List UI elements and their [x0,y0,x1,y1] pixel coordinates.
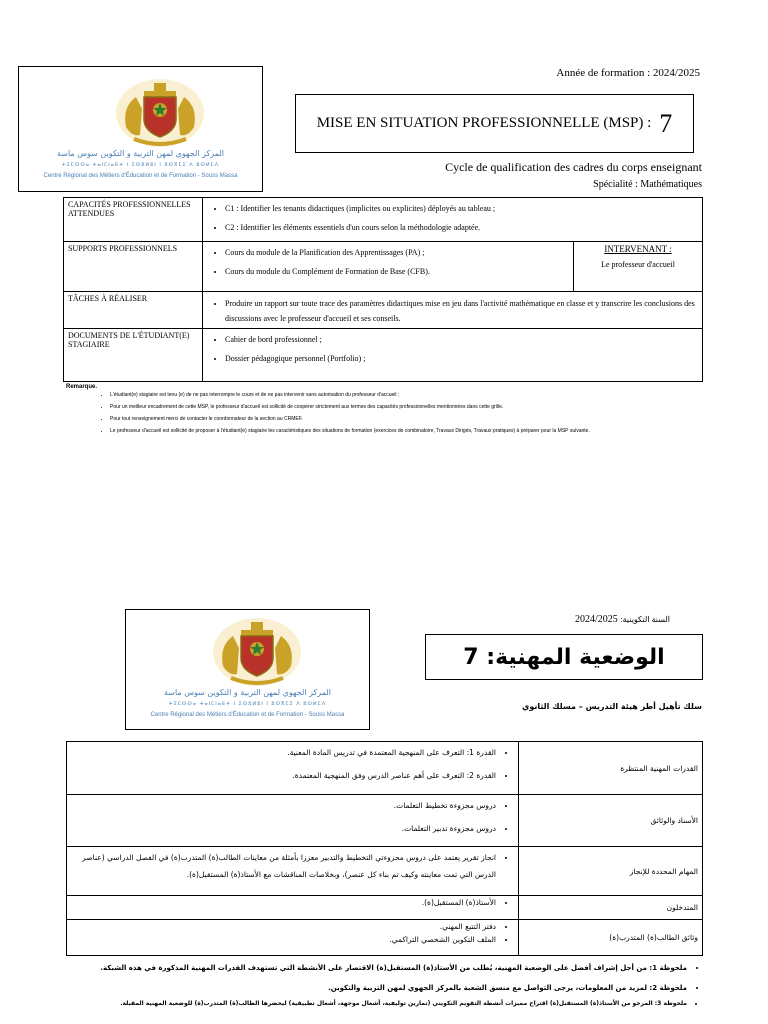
msp-number: 7 [659,108,673,138]
label-supports-ar: الأسناد والوثائق [519,795,703,847]
list-item: • Le professeur d'accueil est sollicité de proposer à l'étudiant(e) stagiaire les caractéristiques des situations de formation (exercices de combinatoire, Travaux Dirigés, Travaux pratiques) à préparer pour la MSP suivante. [110,428,680,434]
year-fr: Année de formation : 2024/2025 [556,67,700,79]
msp-grid-fr [63,197,703,382]
label-supports: SUPPORTS PROFESSIONNELS [64,242,203,292]
list-item: • ملحوظة 2: لمزيد من المعلومات، يرجى التواصل مع منسق الشعبة بالمركز الجهوي لمهن التربية والتكوين. [60,984,687,992]
list-item: • القدرة 2: التعرف على أهم عناصر الدرس وفق المنهجية المعتمدة. [71,771,496,780]
intervenant-label: INTERVENANT : [604,244,672,254]
list-item: • دروس مجزوءة تدبير التعلمات. [71,824,496,833]
label-documents-ar: وثائق الطالب(ة) المتدرب(ة) [519,920,703,956]
list-item: • Pour un meilleur encadrement de cette MSP, le professeur d'accueil est sollicité de coopérer strictement aux termes des capacités professionnelles mentionnées dans cette grille. [110,404,680,410]
list-item: • Dossier pédagogique personnel (Portfolio) ; [225,354,698,363]
list-item: • ملحوظة 3: المرجو من الأستاذ(ة) المستقبل(ة) اقتراح مميزات أنشطة التقويم التكويني (تمارين توليفية، أشغال موجهة، أشغال تطبيقية) ليحضرها الطالب(ة) المتدرب(ة) للوضعية المهنية المقبلة. [60,1000,687,1007]
ar-title: الوضعية المهنية: 7 [463,644,665,670]
row-taches [64,292,703,329]
specialty-fr: Spécialité : Mathématiques [593,179,702,190]
row-documents-ar [67,920,703,956]
cycle-fr: Cycle de qualification des cadres du corps enseignant [445,160,702,174]
list-item: • C1 : Identifier les tenants didactiques (implicites ou explicites) déployés au tableau ; [225,204,698,213]
row-intervenants-ar [67,896,703,920]
list-item: • دروس مجزوءة تخطيط التعلمات. [71,801,496,810]
list-item: • L'étudiant(e) stagiaire est tenu (e) de ne pas interrompre le cours et de ne pas intervenir sans autorisation du professeur d'accueil ; [110,392,680,398]
label-intervenants-ar: المتدخلون [519,896,703,920]
list-item: • دفتر التتبع المهني. [71,922,496,931]
list-item: • الملف التكوين الشخصي التراكمي. [71,935,496,944]
logo-block-fr [18,66,263,192]
list-item: • القدرة 1: التعرف على المنهجية المعتمدة في تدريس المادة المعنية. [71,748,496,757]
row-taches-ar [67,847,703,896]
msp-title-box [295,94,694,153]
row-capacites [64,198,703,242]
list-item: • Pour tout renseignement merci de contacter le coordonnateur de la section au CRMEF. [110,416,680,422]
logo-tifinagh-text: ⵜⵉⵎⵙⵙⴰ ⵜⴰⵏⵎⵏⴰⴹⵜ ⵏ ⵉⵙⵓⵍⵓⵏ ⵏ ⵓⵙⴳⵎⵉ ⴷ ⵓⵙⵍⵎⴷ [61,162,220,168]
row-supports-ar [67,795,703,847]
row-supports [64,242,703,292]
msp-grid-ar [66,741,703,956]
row-documents [64,329,703,382]
list-item: • الأستاذ(ة) المستقبل(ة). [71,898,496,907]
logo-french-text: Centre Régional des Métiers d'Éducation et de Formation - Souss Massa [43,173,238,179]
list-item: • C2 : Identifier les éléments essentiels d'un cours selon la méthodologie adaptée. [225,223,698,232]
logo-french-text: Centre Régional des Métiers d'Éducation et de Formation - Souss Massa [150,712,345,718]
year-ar [500,614,670,625]
coat-of-arms-icon [114,77,206,149]
label-taches-ar: المهام المحددة للإنجاز [519,847,703,896]
label-capacites: CAPACITÉS PROFESSIONNELLES ATTENDUES [64,198,203,242]
coat-of-arms-icon [211,616,303,688]
list-item: • ملحوظة 1: من أجل إشراف أفضل على الوضعية المهنية، يُطلب من الأستاذ(ة) المستقبل(ة) الاقتصار على الأنشطة التي تستهدف القدرات المهنية المذكورة في هذه الشبكة. [60,964,687,972]
label-capacites-ar: القدرات المهنية المنتظرة [519,742,703,795]
list-item: • Produire un rapport sur toute trace des paramètres didactiques mise en jeu dans l'activité mathématique en classe et y transcrire les conclusions des discussions avec le professeur d'accueil et ses conseils. [225,296,698,326]
label-taches: TÂCHES À RÉALISER [64,292,203,329]
label-documents: DOCUMENTS DE L'ÉTUDIANT(E) STAGIAIRE [64,329,203,382]
logo-block-ar [125,609,370,730]
remarks-title: Remarque. [66,384,98,390]
year-ar-value: 2024/2025 [575,614,618,625]
list-item: • انجاز تقرير يعتمد على دروس مجزوءتي التخطيط والتدبير معززا بأمثلة من معاينات الطالب(ة) المتدرب(ة) في الفصل الدراسي (عناصر الدرس التي تمت معاينته وكيف تم بناء كل عنصر)، وبخلاصات المناقشات مع الأستاذ(ة) المستقبل(ة). [71,849,496,883]
row-capacites-ar [67,742,703,795]
list-item: • Cahier de bord professionnel ; [225,335,698,344]
remarks-list [80,392,680,440]
ar-title-box [425,634,703,680]
logo-arabic-text: المركز الجهوي لمهن التربية و التكوين سوس ماسة [163,688,331,697]
intervenant-value: Le professeur d'accueil [601,260,675,269]
year-ar-label: السنة التكوينية: [620,615,670,624]
logo-arabic-text: المركز الجهوي لمهن التربية و التكوين سوس ماسة [56,149,224,158]
notes-ar [60,964,705,1007]
list-item: • Cours du module de la Planification des Apprentissages (PA) ; [225,248,569,257]
logo-tifinagh-text: ⵜⵉⵎⵙⵙⴰ ⵜⴰⵏⵎⵏⴰⴹⵜ ⵏ ⵉⵙⵓⵍⵓⵏ ⵏ ⵓⵙⴳⵎⵉ ⴷ ⵓⵙⵍⵎⴷ [168,701,327,707]
cycle-ar: سلك تأهيل أطر هيئة التدريس – مسلك الثانوي [522,702,702,711]
list-item: • Cours du module du Complément de Formation de Base (CFB). [225,267,569,276]
msp-title: MISE EN SITUATION PROFESSIONNELLE (MSP) : [316,115,652,131]
